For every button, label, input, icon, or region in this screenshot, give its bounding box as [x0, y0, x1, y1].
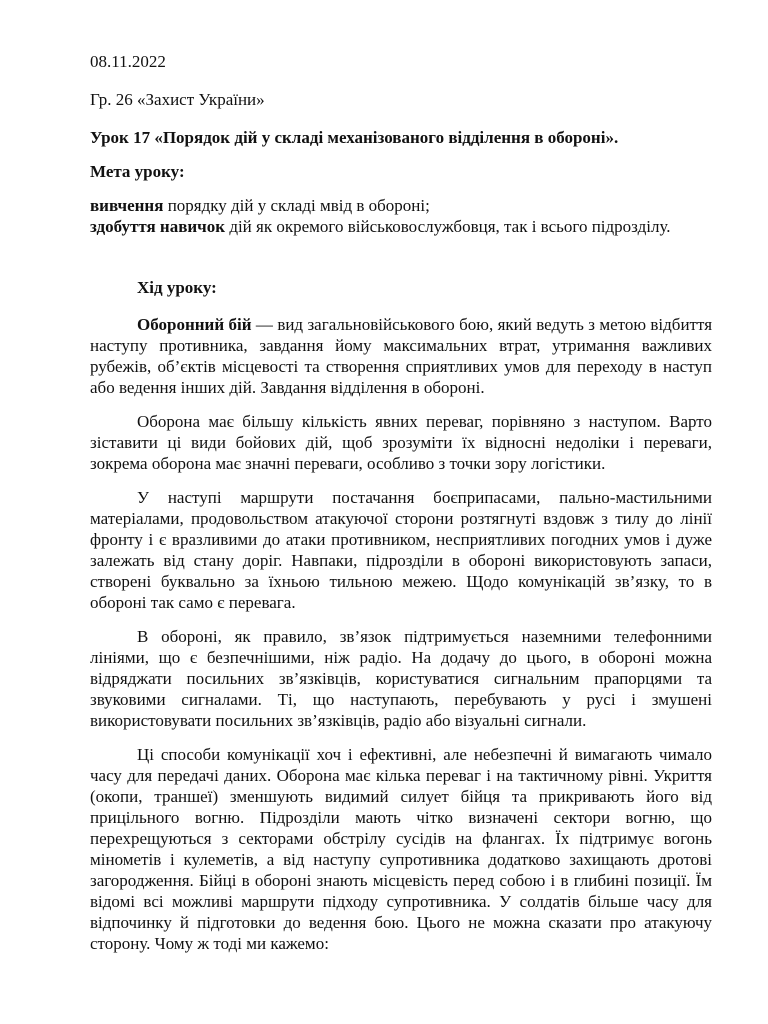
- goal-item-text: порядку дій у складі мвід в обороні;: [163, 196, 430, 215]
- group-name: Гр. 26 «Захист України»: [90, 90, 265, 109]
- document-page: [90, 51, 712, 967]
- course-heading: Хід уроку:: [137, 278, 217, 297]
- paragraph-text: В обороні, як правило, зв’язок підтримується наземними телефонними лініями, що є безпечнішими, ніж радіо. На додачу до цього, в обороні можна відряджати посильних зв’язківців, користуватися сигнальним прапорцями та звуковими сигналами. Ті, що наступають, перебувають у русі і змушені використовувати посильних зв’язківців, радіо або візуальні сигнали.: [90, 627, 712, 730]
- body-paragraph: [90, 411, 712, 474]
- goal-item-text: дій як окремого військовослужбовця, так і всього підрозділу.: [225, 217, 671, 236]
- paragraph-text: — вид загальновійськового бою, який ведуть з метою відбиття наступу противника, завдання йому максимальних втрат, утримання важливих рубежів, об’єктів місцевості та створення сприятливих умов для переходу в наступ або ведення інших дій. Завдання відділення в обороні.: [90, 315, 713, 397]
- paragraph-term: Оборонний бій: [137, 315, 252, 334]
- paragraph-text: У наступі маршрути постачання боєприпасами, пально-мастильними матеріалами, продовольством атакуючої сторони розтягнуті вздовж з тилу до лінії фронту і є вразливими до атаки противником, несприятливих погодних умов і дуже залежать від стану доріг. Навпаки, підрозділи в обороні використовують запаси, створені буквально за їхньою тильною межею. Щодо комунікацій зв’язку, то в обороні так само є перевага.: [90, 488, 712, 612]
- goal-heading: Мета уроку:: [90, 162, 185, 181]
- lesson-title: Урок 17 «Порядок дій у складі механізованого відділення в обороні».: [90, 128, 619, 147]
- goal-list: [90, 195, 712, 237]
- goal-item: [90, 195, 712, 216]
- body-paragraph: [90, 744, 712, 954]
- goal-item: [90, 216, 712, 237]
- body-paragraph: [90, 314, 712, 398]
- document-date: 08.11.2022: [90, 52, 166, 71]
- paragraph-text: Оборона має більшу кількість явних переваг, порівняно з наступом. Варто зіставити ці види бойових дій, щоб зрозуміти їх відносні недоліки і переваги, зокрема оборона має значні переваги, особливо з точки зору логістики.: [90, 412, 712, 473]
- goal-item-bold: вивчення: [90, 196, 164, 215]
- paragraph-text: Ці способи комунікації хоч і ефективні, але небезпечні й вимагають чимало часу для передачі даних. Оборона має кілька переваг і на тактичному рівні. Укриття (окопи, траншеї) зменшують видимий силует бійця та прикривають його від прицільного вогню. Підрозділи мають чітко визначені сектори вогню, що перехрещуються з секторами обстрілу сусідів на флангах. Їх підтримує вогонь мінометів і кулеметів, а від наступу супротивника додатково захищають дротові загородження. Бійці в обороні знають місцевість перед собою і в глибині позиції. Їм відомі всі можливі маршрути підходу супротивника. У солдатів більше часу для відпочинку й підготовки до ведення бою. Цього не можна сказати про атакуючу сторону. Чому ж тоді ми кажемо:: [90, 745, 712, 953]
- goal-item-bold: здобуття навичок: [90, 217, 226, 236]
- body-paragraph: [90, 487, 712, 613]
- body-paragraph: [90, 626, 712, 731]
